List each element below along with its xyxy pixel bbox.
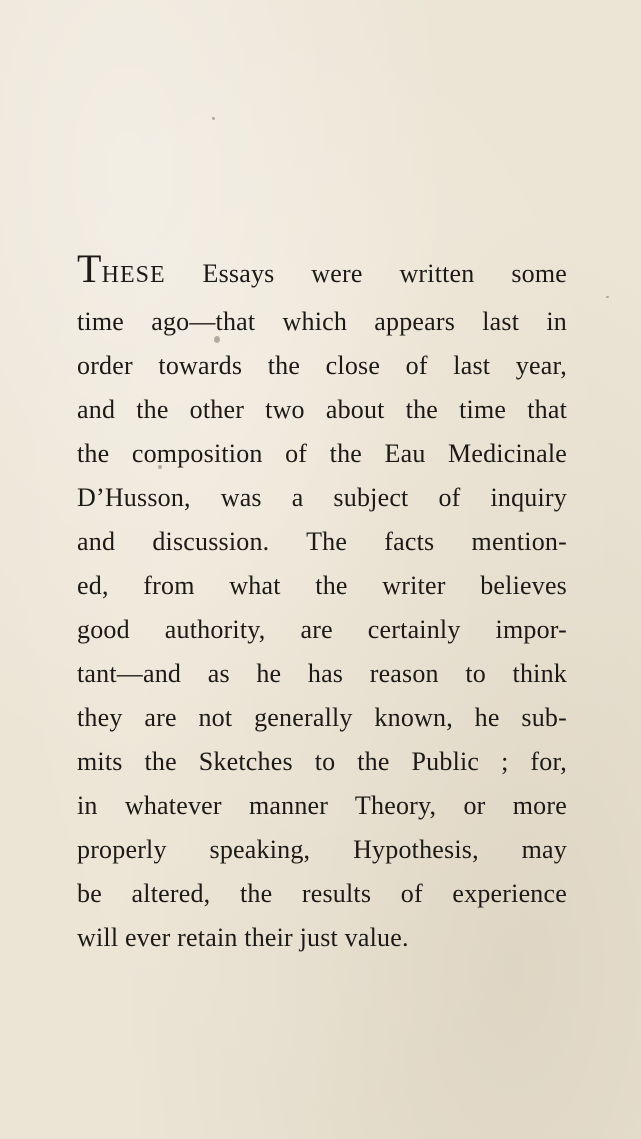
paragraph-line: good authority, are certainly impor- (77, 615, 567, 644)
paragraph-line: D’Husson, was a subject of inquiry (77, 483, 567, 512)
paragraph-line: be altered, the results of experience (77, 879, 567, 908)
paragraph-line: and the other two about the time that (77, 395, 567, 424)
paragraph-last-line: will ever retain their just value. (77, 923, 409, 952)
paragraph-line: and discussion. The facts mention- (77, 527, 567, 556)
paragraph-line: time ago—that which appears last in (77, 307, 567, 336)
paragraph-line: order towards the close of last year, (77, 351, 567, 380)
ink-speck (212, 117, 215, 120)
paragraph-line: they are not generally known, he sub- (77, 703, 567, 732)
paragraph-first-line (77, 248, 567, 300)
paragraph-line: tant—and as he has reason to think (77, 659, 567, 688)
preface-paragraph (77, 248, 567, 960)
first-line-text: Essays were written some (202, 259, 568, 288)
paragraph-line: properly speaking, Hypothesis, may (77, 835, 567, 864)
drop-cap-smallcaps: HESE (101, 262, 166, 288)
paragraph-line: in whatever manner Theory, or more (77, 791, 567, 820)
ink-speck (606, 296, 609, 298)
paragraph-line: the composition of the Eau Medicinale (77, 439, 567, 468)
paragraph-line: mits the Sketches to the Public ; for, (77, 747, 567, 776)
drop-cap-letter: T (77, 246, 102, 291)
paragraph-line: ed, from what the writer believes (77, 571, 567, 600)
